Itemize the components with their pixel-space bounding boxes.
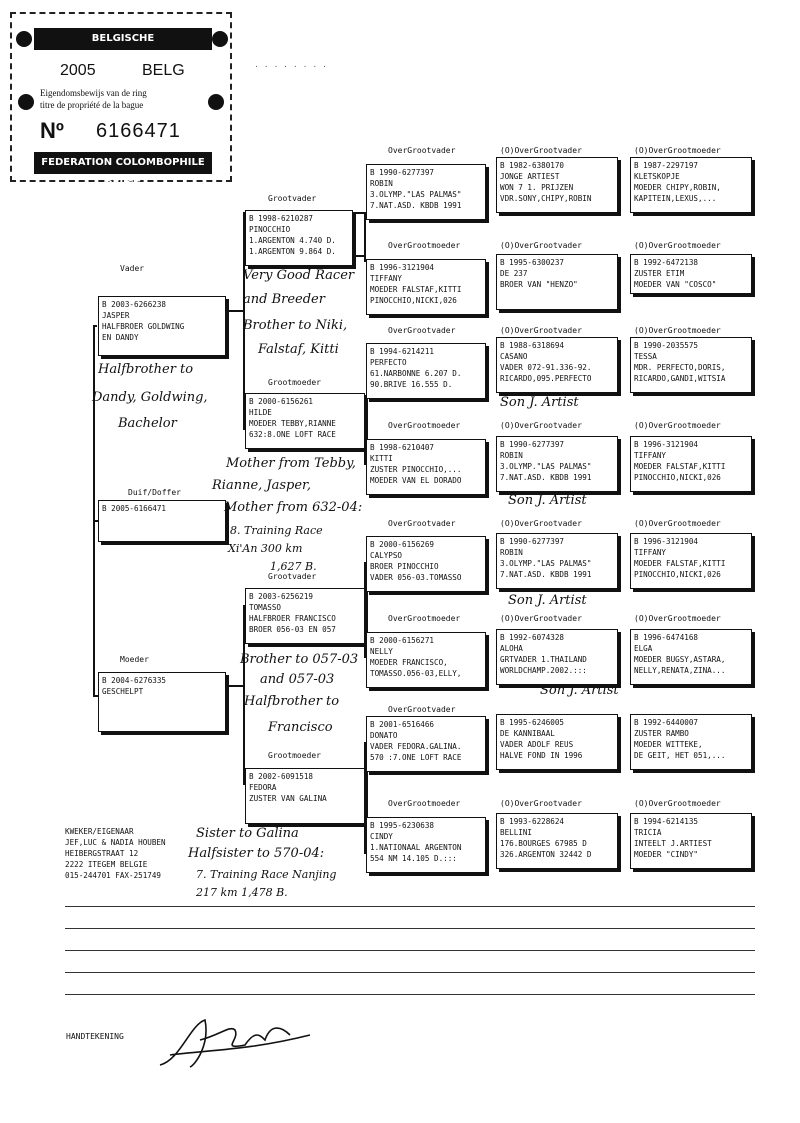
header-grootvader: Grootvader — [268, 194, 317, 203]
ring-line: B 1994-6214135 — [634, 817, 699, 826]
header-o-overgrootmoeder: (O)OverGrootmoeder — [634, 519, 721, 528]
info-line: RICARDO,GANDI,WITSIA — [634, 374, 726, 383]
name-line: ROBIN — [500, 451, 523, 460]
o-overgrootvader-box-3 — [496, 337, 618, 393]
ring-line: B 1982-6380170 — [500, 161, 565, 170]
stamp-caption-fr: titre de propriété de la bague — [40, 100, 144, 110]
name-line: PERFECTO — [370, 358, 407, 367]
ring-line: B 2000-6156271 — [370, 636, 435, 645]
info-line: BROER PINOCCHIO — [370, 562, 439, 571]
info-line: 1.ARGENTON 4.740 D. — [249, 236, 336, 245]
handwritten-note: Very Good Racer — [243, 268, 355, 283]
name-line: DONATO — [370, 731, 398, 740]
stamp-ring-number: 6166471 — [96, 120, 181, 142]
ring-line: B 1996-3121904 — [634, 537, 699, 546]
note-line — [65, 950, 755, 951]
info-line: ZUSTER VAN GALINA — [249, 794, 327, 803]
ring-line: B 1994-6214211 — [370, 347, 435, 356]
o-overgrootvader-box-1 — [496, 157, 618, 213]
emblem-right-icon — [212, 31, 228, 47]
header-grootmoeder: Grootmoeder — [268, 751, 321, 760]
grootvader-moeder-box — [245, 588, 365, 644]
info-line: VADER ADOLF REUS — [500, 740, 574, 749]
name-line: TIFFANY — [634, 548, 667, 557]
handwritten-note: Brother to Niki, — [243, 318, 348, 333]
owner-city: 2222 ITEGEM BELGIE — [65, 860, 148, 869]
header-o-overgrootmoeder: (O)OverGrootmoeder — [634, 241, 721, 250]
ring-line: B 1990-2035575 — [634, 341, 699, 350]
o-overgrootmoeder-box-4 — [630, 436, 752, 492]
name-line: ZUSTER RAMBO — [634, 729, 689, 738]
name-line: ROBIN — [370, 179, 393, 188]
o-overgrootvader-box-5 — [496, 533, 618, 589]
header-o-overgrootmoeder: (O)OverGrootmoeder — [634, 146, 721, 155]
header-o-overgrootvader: (O)OverGrootvader — [500, 614, 582, 623]
handwritten-note: Xi'An 300 km — [228, 542, 303, 555]
info-line: TOMASSO.056-03,ELLY, — [370, 669, 462, 678]
info-line: 570 :7.ONE LOFT RACE — [370, 753, 462, 762]
stamp-federation-fr: FEDERATION COLOMBOPHILE BELGE — [34, 152, 212, 174]
info-line: WORLDCHAMP.2002.::: — [500, 666, 587, 675]
name-line: TESSA — [634, 352, 657, 361]
overgrootouder-box-1 — [366, 164, 486, 220]
name-line: FEDORA — [249, 783, 277, 792]
name-line: ELGA — [634, 644, 653, 653]
info-line: 90.BRIVE 16.555 D. — [370, 380, 453, 389]
name-line: TIFFANY — [634, 451, 667, 460]
header-o-overgrootmoeder: (O)OverGrootmoeder — [634, 799, 721, 808]
header-overgrootmoeder: OverGrootmoeder — [388, 614, 461, 623]
header-moeder: Moeder — [120, 655, 149, 664]
grootmoeder-vader-box — [245, 393, 365, 449]
handwritten-note: Son J. Artist — [500, 395, 579, 410]
info-line: VADER 072-91.336-92. — [500, 363, 592, 372]
header-overgrootvader: OverGrootvader — [388, 146, 456, 155]
handwritten-note: Sister to Galina — [196, 826, 299, 841]
info-line: MOEDER BUGSY,ASTARA, — [634, 655, 726, 664]
o-overgrootvader-box-2 — [496, 254, 618, 310]
owner-street: HEIBERGSTRAAT 12 — [65, 849, 139, 858]
name-line: GESCHELPT — [102, 687, 144, 696]
vader-box — [98, 296, 226, 356]
info-line: PINOCCHIO,NICKI,026 — [634, 570, 721, 579]
info-line: 7.NAT.ASD. KBDB 1991 — [370, 201, 462, 210]
note-line — [65, 906, 755, 907]
info-line: VADER FEDORA.GALINA. — [370, 742, 462, 751]
info-line: MOEDER FALSTAF,KITTI — [634, 462, 726, 471]
connector — [225, 310, 245, 312]
info-line: MOEDER FALSTAF,KITTI — [634, 559, 726, 568]
o-overgrootmoeder-box-5 — [630, 533, 752, 589]
handwritten-note: Falstaf, Kitti — [258, 342, 339, 357]
ring-line: B 2000-6156261 — [249, 397, 314, 406]
overgrootouder-box-7 — [366, 716, 486, 772]
handwritten-note: Brother to 057-03 — [240, 652, 359, 667]
connector — [93, 325, 95, 695]
info-line: 326.ARGENTON 32442 D — [500, 850, 592, 859]
stamp-year: 2005 — [60, 62, 96, 79]
ring-line: B 1996-3121904 — [634, 440, 699, 449]
ring-line: B 2001-6516466 — [370, 720, 435, 729]
note-line — [65, 994, 755, 995]
handwritten-note: Halfbrother to — [244, 694, 340, 709]
handwritten-note: Mother from 632-04: — [224, 500, 363, 515]
handwritten-note: Halfbrother to — [98, 362, 194, 377]
name-line: CASANO — [500, 352, 528, 361]
handwritten-note: 7. Training Race Nanjing — [196, 868, 337, 881]
name-line: BELLINI — [500, 828, 533, 837]
ring-line: B 1995-6300237 — [500, 258, 565, 267]
ring-line: B 1992-6074328 — [500, 633, 565, 642]
grootmoeder-moeder-box — [245, 768, 365, 824]
header-o-overgrootmoeder: (O)OverGrootmoeder — [634, 614, 721, 623]
handwritten-note: and Breeder — [243, 292, 325, 307]
ring-line: B 1990-6277397 — [500, 440, 565, 449]
handwritten-note: Mother from Tebby, — [226, 456, 356, 471]
info-line: 3.OLYMP."LAS PALMAS" — [500, 462, 592, 471]
header-o-overgrootvader: (O)OverGrootvader — [500, 146, 582, 155]
info-line: 61.NARBONNE 6.207 D. — [370, 369, 462, 378]
grootvader-vader-box — [245, 210, 353, 266]
handwritten-signature — [150, 1005, 320, 1075]
name-line: TIFFANY — [370, 274, 403, 283]
o-overgrootmoeder-box-8 — [630, 813, 752, 869]
o-overgrootmoeder-box-7 — [630, 714, 752, 770]
info-line: KAPITEIN,LEXUS,... — [634, 194, 717, 203]
info-line: BROER 056-03 EN 057 — [249, 625, 336, 634]
info-line: VADER 056-03.TOMASSO — [370, 573, 462, 582]
ring-line: B 1996-6474168 — [634, 633, 699, 642]
ring-line: B 1992-6472138 — [634, 258, 699, 267]
o-overgrootmoeder-box-3 — [630, 337, 752, 393]
handwritten-note: Son J. Artist — [540, 683, 619, 698]
handwritten-note: Halfsister to 570-04: — [188, 846, 325, 861]
header-o-overgrootvader: (O)OverGrootvader — [500, 519, 582, 528]
ring-line: B 2003-6266238 — [102, 300, 167, 309]
overgrootouder-box-5 — [366, 536, 486, 592]
handwritten-note: 8. Training Race — [230, 524, 323, 537]
header-grootmoeder: Grootmoeder — [268, 378, 321, 387]
info-line: 7.NAT.ASD. KBDB 1991 — [500, 570, 592, 579]
info-line: 3.OLYMP."LAS PALMAS" — [370, 190, 462, 199]
info-line: MOEDER "CINDY" — [634, 850, 699, 859]
info-line: 3.OLYMP."LAS PALMAS" — [500, 559, 592, 568]
ring-line: B 2002-6091518 — [249, 772, 314, 781]
info-line: WON 7 1. PRIJZEN — [500, 183, 574, 192]
info-line: MDR. PERFECTO,DORIS, — [634, 363, 726, 372]
info-line: HALFBROER FRANCISCO — [249, 614, 336, 623]
handwritten-note: and 057-03 — [260, 672, 335, 687]
o-overgrootmoeder-box-6 — [630, 629, 752, 685]
info-line: RICARDO,095.PERFECTO — [500, 374, 592, 383]
ring-line: B 2004-6276335 — [102, 676, 167, 685]
ring-line: B 1988-6318694 — [500, 341, 565, 350]
ring-line: B 1995-6230638 — [370, 821, 435, 830]
info-line: MOEDER VAN "COSCO" — [634, 280, 717, 289]
crest-right-icon — [208, 94, 224, 110]
owner-name: JEF,LUC & NADIA HOUBEN — [65, 838, 166, 847]
overgrootouder-box-6 — [366, 632, 486, 688]
faint-scribble: . . . . . . . . — [255, 60, 328, 70]
breeder-owner-block — [65, 826, 166, 881]
handwritten-note: Rianne, Jasper, — [212, 478, 311, 493]
info-line: 7.NAT.ASD. KBDB 1991 — [500, 473, 592, 482]
name-line: DE KANNIBAAL — [500, 729, 555, 738]
name-line: NELLY — [370, 647, 393, 656]
ring-line: B 1998-6210407 — [370, 443, 435, 452]
ring-line: B 2005-6166471 — [102, 504, 167, 513]
info-line: 1.ARGENTON 9.864 D. — [249, 247, 336, 256]
info-line: HALVE FOND IN 1996 — [500, 751, 583, 760]
name-line: TRICIA — [634, 828, 662, 837]
name-line: PINOCCHIO — [249, 225, 291, 234]
overgrootouder-box-2 — [366, 259, 486, 315]
name-line: ZUSTER ETIM — [634, 269, 685, 278]
info-line: MOEDER FRANCISCO, — [370, 658, 448, 667]
header-overgrootmoeder: OverGrootmoeder — [388, 241, 461, 250]
ring-line: B 1993-6228624 — [500, 817, 565, 826]
ring-ownership-stamp — [10, 12, 232, 190]
info-line: 632:8.ONE LOFT RACE — [249, 430, 336, 439]
handwritten-note: Son J. Artist — [508, 493, 587, 508]
info-line: MOEDER CHIPY,ROBIN, — [634, 183, 721, 192]
info-line: ZUSTER PINOCCHIO,... — [370, 465, 462, 474]
info-line: PINOCCHIO,NICKI,026 — [634, 473, 721, 482]
overgrootouder-box-4 — [366, 439, 486, 495]
info-line: VDR.SONY,CHIPY,ROBIN — [500, 194, 592, 203]
stamp-country: BELG — [142, 62, 185, 79]
name-line: KITTI — [370, 454, 393, 463]
ring-line: B 1990-6277397 — [500, 537, 565, 546]
ring-line: B 1995-6246005 — [500, 718, 565, 727]
header-o-overgrootvader: (O)OverGrootvader — [500, 241, 582, 250]
info-line: PINOCCHIO,NICKI,026 — [370, 296, 457, 305]
info-line: MOEDER TEBBY,RIANNE — [249, 419, 336, 428]
name-line: CINDY — [370, 832, 393, 841]
info-line: 1.NATIONAAL ARGENTON — [370, 843, 462, 852]
connector — [225, 685, 245, 687]
info-line: EN DANDY — [102, 333, 139, 342]
owner-phone: 015-244701 FAX-251749 — [65, 871, 162, 880]
handwritten-note: 217 km 1,478 B. — [196, 886, 288, 899]
overgrootouder-box-8 — [366, 817, 486, 873]
signature-label: HANDTEKENING — [66, 1032, 124, 1041]
ring-line: B 2003-6256219 — [249, 592, 314, 601]
ring-line: B 1992-6440007 — [634, 718, 699, 727]
stamp-caption-nl: Eigendomsbewijs van de ring — [40, 88, 147, 98]
name-line: JASPER — [102, 311, 130, 320]
info-line: NELLY,RENATA,ZINA... — [634, 666, 726, 675]
note-line — [65, 972, 755, 973]
o-overgrootmoeder-box-2 — [630, 254, 752, 294]
handwritten-note: Bachelor — [118, 416, 177, 431]
info-line: DE GEIT, HET 051,... — [634, 751, 726, 760]
header-overgrootmoeder: OverGrootmoeder — [388, 799, 461, 808]
name-line: DE 237 — [500, 269, 528, 278]
header-duif: Duif/Doffer — [128, 488, 181, 497]
header-overgrootvader: OverGrootvader — [388, 519, 456, 528]
name-line: HILDE — [249, 408, 272, 417]
info-line: MOEDER WITTEKE, — [634, 740, 703, 749]
name-line: ROBIN — [500, 548, 523, 557]
info-line: INTEELT J.ARTIEST — [634, 839, 712, 848]
info-line: MOEDER VAN EL DORADO — [370, 476, 462, 485]
header-overgrootvader: OverGrootvader — [388, 326, 456, 335]
handwritten-note: 1,627 B. — [270, 560, 317, 573]
header-o-overgrootvader: (O)OverGrootvader — [500, 326, 582, 335]
info-line: 176.BOURGES 67985 D — [500, 839, 587, 848]
o-overgrootvader-box-8 — [496, 813, 618, 869]
info-line: GRTVADER 1.THAILAND — [500, 655, 587, 664]
header-o-overgrootvader: (O)OverGrootvader — [500, 421, 582, 430]
handwritten-note: Francisco — [268, 720, 333, 735]
crest-left-icon — [18, 94, 34, 110]
stamp-federation-nl: BELGISCHE DUIVENLIEFHEBBERSBOND — [34, 28, 212, 50]
ring-line: B 1998-6210287 — [249, 214, 314, 223]
o-overgrootvader-box-4 — [496, 436, 618, 492]
ring-line: B 2000-6156269 — [370, 540, 435, 549]
name-line: JONGE ARTIEST — [500, 172, 560, 181]
header-vader: Vader — [120, 264, 145, 273]
overgrootouder-box-3 — [366, 343, 486, 399]
header-o-overgrootmoeder: (O)OverGrootmoeder — [634, 421, 721, 430]
name-line: CALYPSO — [370, 551, 403, 560]
note-line — [65, 928, 755, 929]
ring-line: B 1990-6277397 — [370, 168, 435, 177]
info-line: 554 NM 14.105 D.::: — [370, 854, 457, 863]
header-o-overgrootmoeder: (O)OverGrootmoeder — [634, 326, 721, 335]
name-line: TOMASSO — [249, 603, 282, 612]
handwritten-note: Dandy, Goldwing, — [92, 390, 208, 405]
header-overgrootvader: OverGrootvader — [388, 705, 456, 714]
info-line: HALFBROER GOLDWING — [102, 322, 185, 331]
info-line: BROER VAN "HENZO" — [500, 280, 578, 289]
owner-label: KWEKER/EIGENAAR — [65, 827, 134, 836]
header-grootvader: Grootvader — [268, 572, 317, 581]
o-overgrootvader-box-7 — [496, 714, 618, 770]
handwritten-note: Son J. Artist — [508, 593, 587, 608]
moeder-box — [98, 672, 226, 732]
name-line: KLETSKOPJE — [634, 172, 680, 181]
o-overgrootvader-box-6 — [496, 629, 618, 685]
o-overgrootmoeder-box-1 — [630, 157, 752, 213]
info-line: MOEDER FALSTAF,KITTI — [370, 285, 462, 294]
ring-line: B 1996-3121904 — [370, 263, 435, 272]
ring-line: B 1987-2297197 — [634, 161, 699, 170]
header-o-overgrootvader: (O)OverGrootvader — [500, 799, 582, 808]
emblem-left-icon — [16, 31, 32, 47]
header-overgrootmoeder: OverGrootmoeder — [388, 421, 461, 430]
subject-pigeon-box — [98, 500, 226, 542]
stamp-no-label: Nº — [40, 118, 64, 143]
name-line: ALOHA — [500, 644, 523, 653]
